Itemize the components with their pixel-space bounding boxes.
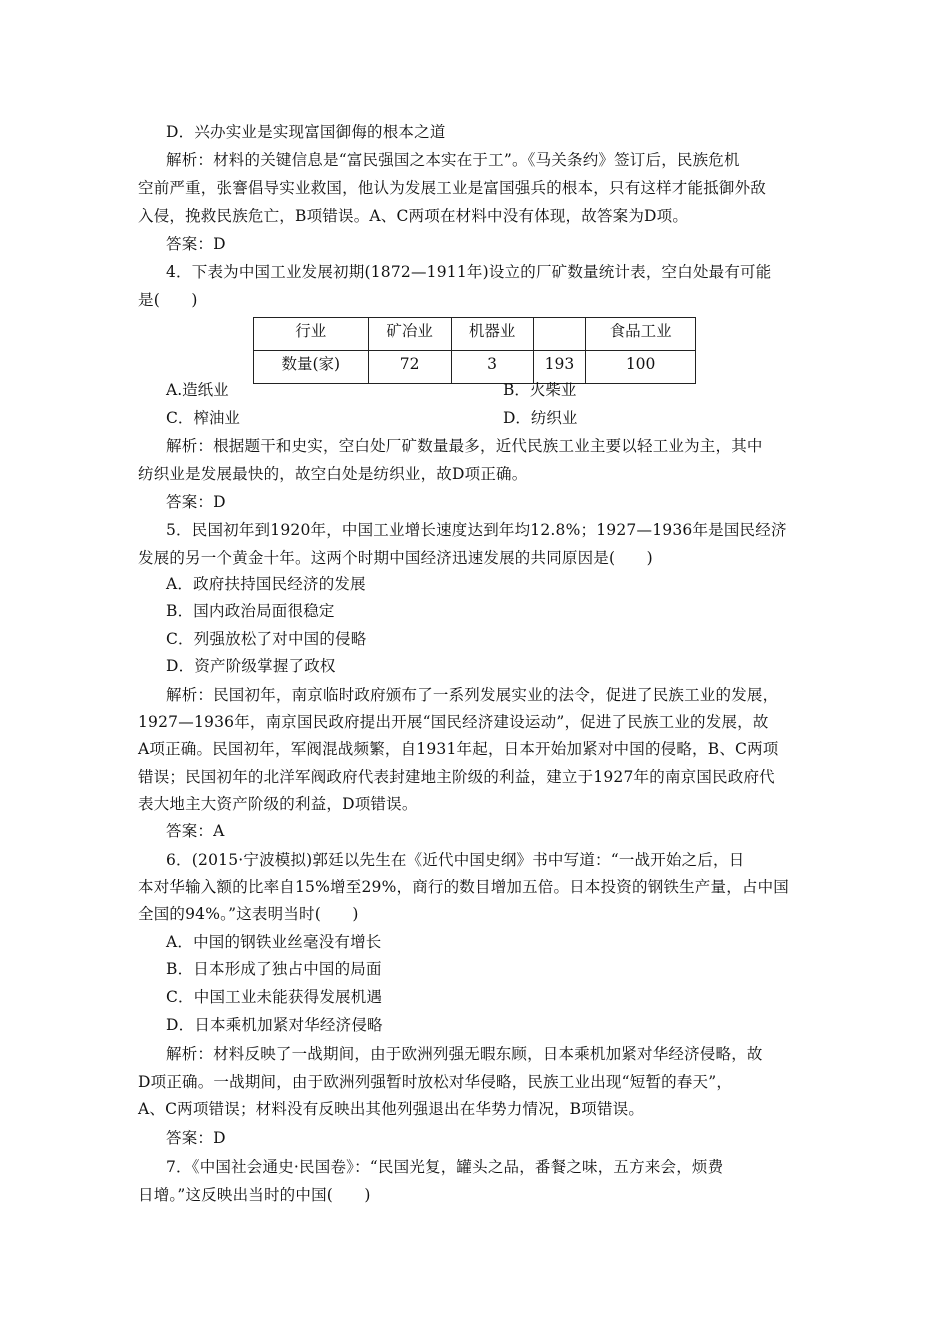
q4-option-c: C．榨油业	[166, 409, 240, 427]
q4-option-a: A.造纸业	[166, 381, 229, 399]
table-cell: 100	[586, 351, 696, 384]
q3-analysis-line: 空前严重，张謇倡导实业救国，他认为发展工业是富国强兵的根本，只有这样才能抵御外敌	[138, 179, 767, 197]
table-cell: 3	[451, 351, 533, 384]
table-cell: 193	[533, 351, 586, 384]
q5-analysis-line: 1927—1936年，南京国民政府提出开展“国民经济建设运动”，促进了民族工业的发展，故	[138, 713, 769, 731]
q3-analysis-line: 入侵，挽救民族危亡，B项错误。A、C两项在材料中没有体现，故答案为D项。	[138, 207, 689, 225]
table-cell: 机器业	[451, 318, 533, 351]
q5-analysis-line: 错误；民国初年的北洋军阀政府代表封建地主阶级的利益，建立于1927年的南京国民政府代	[138, 768, 775, 786]
q6-analysis-line: 解析：材料反映了一战期间，由于欧洲列强无暇东顾，日本乘机加紧对华经济侵略，故	[166, 1045, 763, 1063]
table-row	[254, 351, 696, 384]
q6-analysis-line: D项正确。一战期间，由于欧洲列强暂时放松对华侵略，民族工业出现“短暂的春天”，	[138, 1073, 733, 1091]
table-cell-blank	[533, 318, 586, 351]
q5-stem-line: 发展的另一个黄金十年。这两个时期中国经济迅速发展的共同原因是( )	[138, 549, 653, 567]
q6-stem-line: 全国的94%。”这表明当时( )	[138, 905, 359, 923]
table-cell: 食品工业	[586, 318, 696, 351]
q5-option-c: C．列强放松了对中国的侵略	[166, 630, 367, 648]
table-header-row	[254, 318, 696, 351]
q4-analysis-line: 纺织业是发展最快的，故空白处是纺织业，故D项正确。	[138, 465, 528, 483]
q5-analysis-line: 解析：民国初年，南京临时政府颁布了一系列发展实业的法令，促进了民族工业的发展，	[166, 686, 779, 704]
q5-analysis-line: 表大地主大资产阶级的利益，D项错误。	[138, 795, 418, 813]
q5-option-d: D．资产阶级掌握了政权	[166, 657, 336, 675]
q6-option-b: B．日本形成了独占中国的局面	[166, 960, 382, 978]
q5-option-a: A．政府扶持国民经济的发展	[166, 575, 366, 593]
q4-stem-line: 4．下表为中国工业发展初期(1872—1911年)设立的厂矿数量统计表，空白处最有可能	[166, 263, 772, 281]
q6-option-d: D．日本乘机加紧对华经济侵略	[166, 1016, 383, 1034]
q4-option-d: D．纺织业	[503, 409, 578, 427]
q4-option-b: B．火柴业	[503, 381, 577, 399]
q6-option-a: A．中国的钢铁业丝毫没有增长	[166, 933, 382, 951]
q3-analysis-line: 解析：材料的关键信息是“富民强国之本实在于工”。《马关条约》签订后，民族危机	[166, 151, 740, 169]
q7-stem-line: 7．《中国社会通史·民国卷》：“民国光复，罐头之品，番餐之味，五方来会，烦费	[166, 1158, 724, 1176]
q5-answer: 答案：A	[166, 822, 225, 840]
q7-stem-line: 日增。”这反映出当时的中国( )	[138, 1186, 371, 1204]
q5-stem-line: 5．民国初年到1920年，中国工业增长速度达到年均12.8%；1927—1936年是国民经济	[166, 521, 787, 539]
q3-answer: 答案：D	[166, 235, 226, 253]
table-cell: 72	[368, 351, 451, 384]
q4-analysis-line: 解析：根据题干和史实，空白处厂矿数量最多，近代民族工业主要以轻工业为主，其中	[166, 437, 763, 455]
q6-stem-line: 本对华输入额的比率自15%增至29%，商行的数目增加五倍。日本投资的钢铁生产量，占中国	[138, 878, 790, 896]
table-cell: 数量(家)	[254, 351, 369, 384]
factory-count-table	[253, 317, 696, 384]
q6-stem-line: 6．(2015·宁波模拟)郭廷以先生在《近代中国史纲》书中写道：“一战开始之后，日	[166, 851, 745, 869]
q6-analysis-line: A、C两项错误；材料没有反映出其他列强退出在华势力情况，B项错误。	[138, 1100, 645, 1118]
q5-option-b: B．国内政治局面很稳定	[166, 602, 335, 620]
q5-analysis-line: A项正确。民国初年，军阀混战频繁，自1931年起，日本开始加紧对中国的侵略，B、C两项	[138, 740, 779, 758]
q6-option-c: C．中国工业未能获得发展机遇	[166, 988, 383, 1006]
q4-stem-line: 是( )	[138, 291, 198, 309]
q6-answer: 答案：D	[166, 1129, 226, 1147]
q4-answer: 答案：D	[166, 493, 226, 511]
table-cell: 矿冶业	[368, 318, 451, 351]
table-cell: 行业	[254, 318, 369, 351]
q3-option-d: D．兴办实业是实现富国御侮的根本之道	[166, 123, 446, 141]
